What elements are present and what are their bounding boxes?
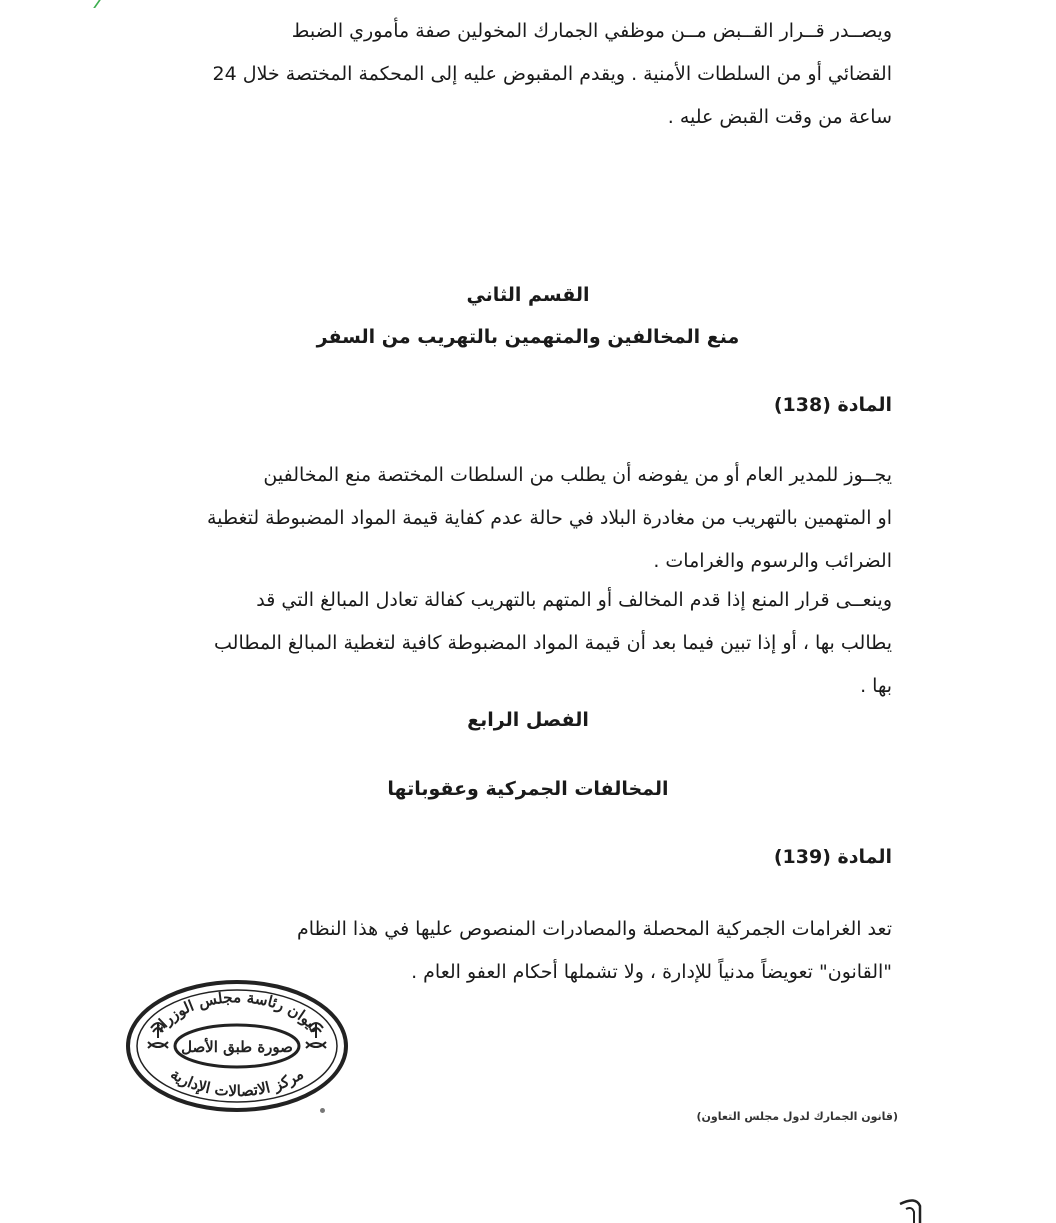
corner-mark (93, 0, 115, 8)
chapter-title: المخالفات الجمركية وعقوباتها (387, 778, 669, 800)
text-line: الضرائب والرسوم والغرامات . (653, 550, 892, 572)
text-line: "القانون" تعويضاً مدنياً للإدارة ، ولا تشملها أحكام العفو العام . (411, 961, 892, 983)
svg-text:ديوان رئاسة مجلس الوزراء (150, 988, 324, 1036)
text-line: ويصــدر قــرار القــبض مــن موظفي الجمارك المخولين صفة مأموري الضبط (291, 20, 892, 42)
paragraph-article-138 (176, 454, 892, 583)
section-heading: القسم الثاني (466, 284, 590, 306)
seal-top-text: ديوان رئاسة مجلس الوزراء (149, 988, 325, 1037)
article-139-heading: المادة (139) (773, 846, 892, 868)
speck (320, 1108, 325, 1113)
palm-swords-emblem-left (148, 1023, 168, 1048)
text-line: القضائي أو من السلطات الأمنية . ويقدم المقبوض عليه إلى المحكمة المختصة خلال 24 (212, 63, 892, 85)
text-line: يجــوز للمدير العام أو من يفوضه أن يطلب من السلطات المختصة منع المخالفين (263, 464, 892, 486)
paragraph-ban-lifted (176, 579, 892, 708)
text-line: او المتهمين بالتهريب من مغادرة البلاد في حالة عدم كفاية قيمة المواد المضبوطة لتغطية (206, 507, 892, 529)
text-line: ساعة من وقت القبض عليه . (667, 106, 892, 128)
text-line: تعد الغرامات الجمركية المحصلة والمصادرات المنصوص عليها في هذا النظام (296, 918, 892, 940)
text-line: بها . (860, 675, 892, 697)
official-seal-stamp (124, 978, 350, 1114)
seal-graphic (124, 978, 350, 1114)
section-title: منع المخالفين والمتهمين بالتهريب من السفر (316, 326, 740, 348)
article-138-heading: المادة (138) (773, 394, 892, 416)
chapter-heading: الفصل الرابع (467, 709, 589, 731)
page-corner-glyph (898, 1196, 926, 1223)
seal-bottom-text: مركز الاتصالات الإدارية (167, 1064, 307, 1101)
palm-swords-emblem-right (306, 1023, 326, 1048)
text-line: وينعــى قرار المنع إذا قدم المخالف أو المتهم بالتهريب كفالة تعادل المبالغ التي قد (256, 589, 892, 611)
footer-source-note: (قانون الجمارك لدول مجلس التعاون) (696, 1110, 898, 1123)
paragraph-arrest-decision (176, 10, 892, 139)
seal-center-text: صورة طبق الأصل (181, 1038, 293, 1056)
text-line: يطالب بها ، أو إذا تبين فيما بعد أن قيمة المواد المضبوطة كافية لتغطية المبالغ المطالب (214, 632, 892, 654)
